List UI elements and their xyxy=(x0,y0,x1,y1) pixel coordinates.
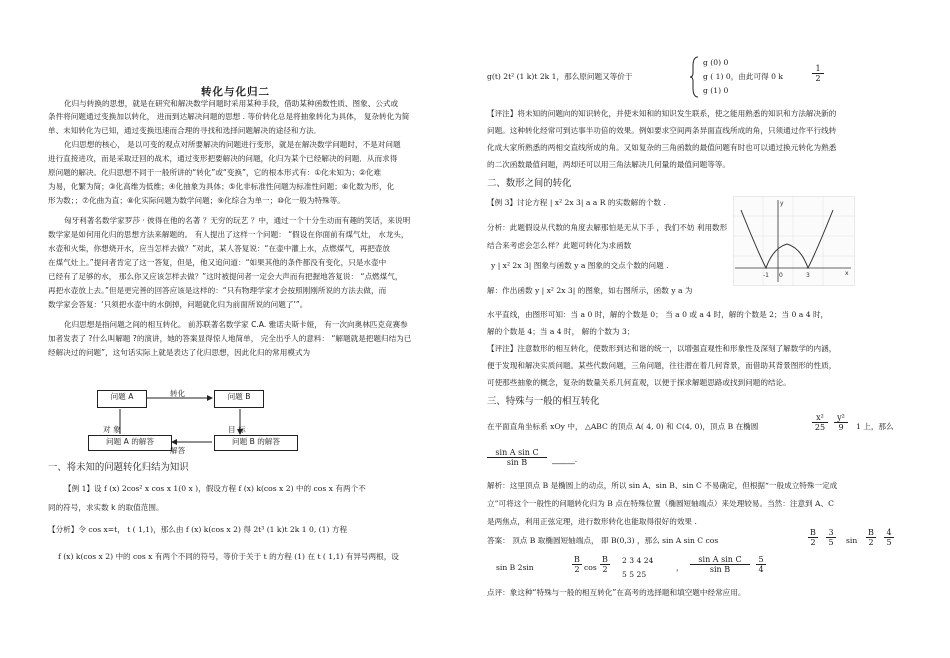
comment-1-line-1: 【评注】将未知的问题向的知识转化，并使未知和的知识发生联系，使之能用熟悉的知识和方法解决新的 xyxy=(487,109,837,118)
graph-x-label: x xyxy=(845,270,849,277)
comment-1-line-3: 化成大家所熟悉的两相交直线所成的角。又如复杂的三角函数的最值问题有时也可以通过换元转化为熟悉 xyxy=(487,143,837,152)
example-1-line-1: 【例 1】设 f (x) 2cos² x cos x 1(0 x )，假设方程 f (x) k(cos x 2) 中的 cos x 有两个不 xyxy=(64,484,366,493)
sin-value-numerator: 4 xyxy=(884,528,894,538)
condition-g1: g (1) 0 xyxy=(703,86,729,95)
answer-3-sinb: sin B 2sin xyxy=(496,563,534,572)
analysis-1-line-1: 【分析】令 cos x=t， t ( 1,1)，那么由 f (x) k(cos x 2) 得 2t³ (1 k)t 2k 1 0, (1) 方程 xyxy=(48,525,348,534)
problem-a-box: 问题 A xyxy=(97,390,147,408)
reduction-line-1: 化归思想是指问题之间的相互转化。 前苏联著名数学家 C.A. 雅诺夫斯卡娅， 有一次向奥林匹克竞赛参 xyxy=(64,320,408,329)
analysis-1-line-2: f (x) k(cos x 2) 中的 cos x 有两个不同的符号，等价于关于 t 的方程 (1) 在 t ( 1,1) 有异号两根，设 xyxy=(58,552,399,561)
story-line-4: 在煤气灶上。”提问者肯定了这一答复，但是，他又追问道：“如果其他的条件都没有变化，只是水壶中 xyxy=(48,258,387,267)
core-line-2: 进行直接进攻，而是采取迂回的战术，通过变形把要解决的问题，化归为某个已经解决的问题．从而求得 xyxy=(48,154,398,163)
note-3: 点评：象这种“特殊与一般的相互转化”在高考的选择题和填空题中经常应用。 xyxy=(487,588,746,597)
intro-line-1: 化归与转换的思想，就是在研究和解决数学问题时采用某种手段，借助某种函数性质、图象、公式或 xyxy=(64,99,399,108)
graph-tick-neg1: -1 xyxy=(763,272,769,279)
half-angle-2-numerator: B xyxy=(866,528,876,538)
answer-3-value xyxy=(756,555,766,574)
example-3-statement: 【例 3】讨论方程 | x² 2x 3| a a R 的实数解的个数 . xyxy=(487,198,666,207)
arrow-label-transform: 转化 xyxy=(170,389,186,398)
intro-line-2: 条件将问题通过变换加以转化， 进而到达解决问题的思想 . 等价转化总是将抽象转化为具体， 复杂转化为简 xyxy=(48,112,410,121)
k-bound-denominator: 2 xyxy=(815,74,821,83)
answer-sin-label: sin xyxy=(846,536,858,545)
answer-blank: ______. xyxy=(552,455,578,464)
ellipse-y-denominator: 9 xyxy=(838,423,844,432)
comment-1-line-4: 的二次函数最值问题，两却还可以用三角法解决几何量的最值问题等等。 xyxy=(487,160,730,169)
cos-value-numerator: 3 xyxy=(826,528,836,538)
section-3-heading: 三、特殊与一般的相互转化 xyxy=(487,396,600,407)
analysis-2-line-2: 结合来考虑会怎么样？此题可转化为求函数 xyxy=(487,241,632,250)
half-angle-4 xyxy=(600,555,610,574)
arrow-label-answer: 解答 xyxy=(170,446,186,455)
half-angle-2 xyxy=(866,528,876,547)
half-angle-4-numerator: B xyxy=(600,555,610,565)
half-angle-1-denominator: 2 xyxy=(810,538,816,547)
cos-value-denominator: 5 xyxy=(828,538,834,547)
abs-quadratic-graph xyxy=(733,196,855,286)
solution-3-line-1: 解析：这里顶点 B 是椭圆上的动点，所以 sin A、sin B、sin C 不易确定，但根据“一般成立特殊一定成 xyxy=(487,481,838,490)
problem-b-box: 问题 B xyxy=(214,390,264,408)
half-angle-4-denominator: 2 xyxy=(602,565,608,574)
question-ratio-denominator: sin B xyxy=(506,458,528,467)
section-1-heading: 一、将未知的问题转化归结为知识 xyxy=(48,462,189,473)
solution-3-line-3: 是两焦点，利用正弦定理，进行数形转化也能取得很好的效果 . xyxy=(487,517,697,526)
arrow-label-target: 目 标 xyxy=(228,425,246,434)
ellipse-x-term xyxy=(812,413,828,432)
system-brace xyxy=(690,56,700,98)
half-angle-3-numerator: B xyxy=(572,555,582,565)
sin-value-denominator: 5 xyxy=(886,538,892,547)
comment-2-line-3: 可使那些抽象的概念，复杂的数量关系几何直观，以便于探求解题思路或找到问题的结论。 xyxy=(487,378,791,387)
ellipse-y-numerator: y² xyxy=(834,413,848,423)
solution-3-line-2: 立”可将这个一般性的问题转化归为 B 点在特殊位置（椭圆短轴端点）来处理较易。当然：注意到 A、C xyxy=(487,499,834,508)
core-line-4: 为易，化繁为简；③化高维为低维；④化抽象为具体；⑤化非标准性问题为标准性问题；⑥化数为形，化 xyxy=(48,182,395,191)
core-line-1: 化归思想的核心， 是以可变的观点对所要解决的问题进行变形，就是在解决数学问题时，不是对问题 xyxy=(64,140,401,149)
example-ellipse-line: 在平面直角坐标系 xOy 中， △ABC 的顶点 A( 4, 0) 和 C(4, 0)，顶点 B 在椭圆 xyxy=(487,422,759,431)
condition-g-neg1: g ( 1) 0，由此可得 0 k xyxy=(703,72,783,81)
gt-definition: g(t) 2t² (1 k)t 2k 1，那么原问题又等价于 xyxy=(487,72,633,81)
document-title: 转化与化归二 xyxy=(201,86,270,98)
sin-value xyxy=(884,528,894,547)
k-bound-fraction xyxy=(812,64,824,83)
half-angle-1 xyxy=(808,528,818,547)
comment-1-line-2: 问题。这种转化经常可到达事半功倍的效果。例如要求空间两条异面直线所成的角，只须通过作平行线转 xyxy=(487,126,837,135)
half-angle-3-denominator: 2 xyxy=(574,565,580,574)
story-line-3: 水壶和火柴，你想烧开水，应当怎样去做？”对此，某人答复说：“在壶中灌上水，点燃煤气，再把壶放 xyxy=(48,244,390,253)
k-bound-numerator: 1 xyxy=(812,64,824,74)
intro-line-3: 单、未知转化为已知，通过变换迅速而合理的寻找和选择问题解决的途径和方法． xyxy=(48,126,322,135)
comment-2-line-2: 便于发现和解决实质问题。某些代数问题，三角问题，往往潜在着几何背景，而借助其背景图形的性质， xyxy=(487,361,837,370)
cos-value xyxy=(826,528,836,547)
answer-3-value-denominator: 4 xyxy=(758,565,764,574)
solution-2-line-3: 解的个数是 4；当 a 4 时， 解的个数为 3； xyxy=(487,327,635,336)
problem-a-solution-box: 问题 A 的解答 xyxy=(88,435,172,451)
solution-2-line-1: 解：作出函数 y | x² 2x 3| 的图象，如右图所示，函数 y a 为 xyxy=(487,286,693,295)
core-line-5: 形为数；；⑦化曲为直；⑧化实际问题为数学问题；⑨化综合为单一；⑩化一般为特殊等。 xyxy=(48,196,345,205)
ellipse-x-numerator: x² xyxy=(812,413,828,423)
story-line-6: 再把水壶放上去。”但是更完善的回答应该是这样的：“只有物理学家才会按照刚刚所说的方法去做，而 xyxy=(48,286,387,295)
graph-tick-0: 0 xyxy=(779,272,783,279)
section-2-heading: 二、数形之间的转化 xyxy=(487,178,572,189)
half-angle-1-numerator: B xyxy=(808,528,818,538)
answer-3-product-numerators: 2 3 4 24 xyxy=(622,556,654,565)
problem-b-solution-box: 问题 B 的解答 xyxy=(214,435,298,451)
half-angle-3 xyxy=(572,555,582,574)
answer-3-line-1: 答案： 顶点 B 取椭圆短轴端点， 即 B(0,3) ，那么 sin A sin C cos xyxy=(487,536,719,545)
reduction-line-3: 经解决过的问题”，这句话实际上就是表达了化归思想，因此化归的常用模式为 xyxy=(48,348,311,357)
example-ellipse-tail: 1 上，那么 xyxy=(856,422,894,431)
story-line-2: 数学家是如何用化归的思想方法来解题的。 有人提出了这样一个问题： “假设在你面前有煤气灶， 水龙头， xyxy=(48,230,409,239)
answer-3-ratio xyxy=(690,555,750,574)
answer-3-ratio-numerator: sin A sin C xyxy=(690,555,750,565)
analysis-2-line-1: 分析：此题假设从代数的角度去解那怕是无从下手 ，我们不妨 利用数形 xyxy=(487,223,728,232)
comment-2-line-1: 【评注】注意数形的相互转化，使数形到达和谐的统一，以增强直观性和形象性及深刻了解数学的内涵， xyxy=(487,344,837,353)
solution-2-line-2: 水平直线，由图形可知：当 a 0 时，解的个数是 0； 当 a 0 或 a 4 时，解的个数是 2；当 0 a 4 时， xyxy=(487,310,829,319)
ellipse-y-term xyxy=(834,413,848,432)
answer-3-cos: cos xyxy=(584,563,597,572)
graph-y-label: y xyxy=(780,200,784,207)
answer-3-comma: ， xyxy=(676,563,684,572)
answer-3-ratio-denominator: sin B xyxy=(709,565,731,574)
ellipse-x-denominator: 25 xyxy=(814,423,826,432)
answer-3-product-denominators: 5 5 25 xyxy=(622,570,647,579)
story-line-1: 匈牙利著名数学家罗莎 · 彼得在他的名著 ？无穷的玩艺 ？中，通过一个十分生动而有趣的笑话，来说明 xyxy=(64,216,411,225)
arrow-label-object: 对 象 xyxy=(103,425,121,434)
story-line-7: 数学家会答复：‘只须把水壶中的水倒掉，问题就化归为前面所说的问题了’”。 xyxy=(48,300,308,309)
analysis-2-line-3: y | x² 2x 3| 图象与函数 y a 图象的交点个数的问题 . xyxy=(491,261,669,270)
answer-3-value-numerator: 5 xyxy=(756,555,766,565)
reduction-line-2: 加者发表了 ?什么叫解题 ?的演讲，她的答案显得惊人地简单， 完全出乎人的意料： “解题就是把题归结为已 xyxy=(48,334,412,343)
graph-tick-3: 3 xyxy=(806,272,810,279)
question-ratio-numerator: sin A sin C xyxy=(487,448,547,458)
condition-g0: g (0) 0 xyxy=(703,58,729,67)
core-line-3: 原问题的解决。化归思想不同于一般所讲的“转化”或“变换”，它的根本形式有：①化未知为；②化难 xyxy=(48,168,382,177)
question-ratio xyxy=(487,448,547,467)
example-1-line-2: 同的符号，求实数 k 的取值范围。 xyxy=(48,503,164,512)
story-line-5: 已经有了足够的水， 那么你又应该怎样去做？”这时被提问者一定会大声而有把握地答复说： “点燃煤气， xyxy=(48,272,403,281)
half-angle-2-denominator: 2 xyxy=(868,538,874,547)
